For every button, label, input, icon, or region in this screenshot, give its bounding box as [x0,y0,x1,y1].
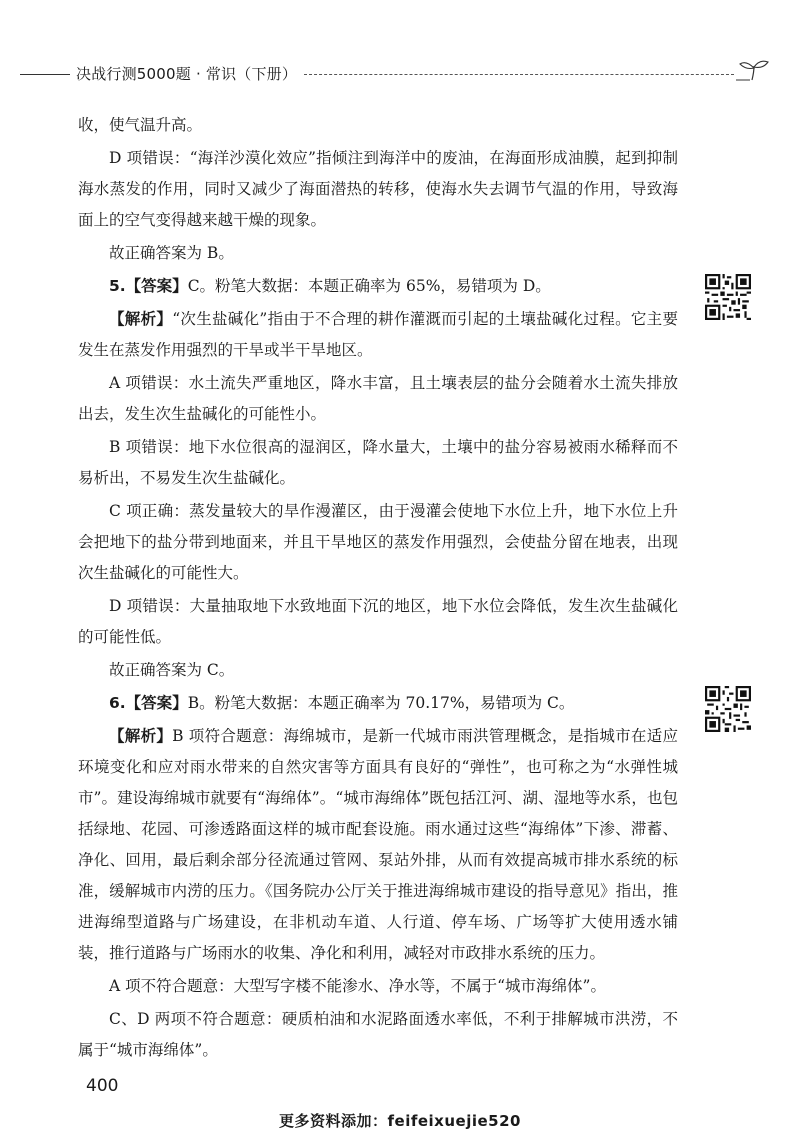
answer-label: 6.【答案】 [109,694,188,712]
header-rule-right [304,74,734,75]
answer-explanation-text [78,110,678,1068]
qr-code-icon[interactable] [705,274,751,320]
answer-6-line: 6.【答案】B。粉笔大数据：本题正确率为 70.17%，易错项为 C。 [109,694,575,712]
analysis-label: 【解析】 [109,310,173,328]
paragraph: B 项错误：地下水位很高的湿润区，降水量大，土壤中的盐分容易被雨水稀释而不易析出，不易发生次生盐碱化。 [78,438,678,487]
paragraph: A 项不符合题意：大型写字楼不能渗水、净水等，不属于“城市海绵体”。 [109,977,606,995]
paragraph: C 项正确：蒸发量较大的旱作漫灌区，由于漫灌会使地下水位上升，地下水位上升会把地下的盐分带到地面来，并且干旱地区的蒸发作用强烈，会使盐分留在地表，出现次生盐碱化的可能性大。 [78,502,678,582]
analysis-label: 【解析】 [109,727,173,745]
watermark-text: 更多资料添加：feifeixuejie520 [279,1112,521,1130]
paragraph: D 项错误：大量抽取地下水致地面下沉的地区，地下水位会降低，发生次生盐碱化的可能性低。 [78,597,678,646]
analysis-5-paragraph: 【解析】“次生盐碱化”指由于不合理的耕作灌溉而引起的土壤盐碱化过程。它主要发生在蒸发作用强烈的干旱或半干旱地区。 [78,310,678,359]
page-number: 400 [86,1076,119,1096]
qr-code-icon[interactable] [705,686,751,732]
paragraph: C、D 两项不符合题意：硬质柏油和水泥路面透水率低，不利于排解城市洪涝，不属于“城市海绵体”。 [78,1010,678,1059]
header-rule-left [20,74,70,75]
paragraph: D 项错误：“海洋沙漠化效应”指倾注到海洋中的废油，在海面形成油膜，起到抑制海水蒸发的作用，同时又减少了海面潜热的转移，使海水失去调节气温的作用，导致海面上的空气变得越来越干燥的现象。 [78,149,678,229]
sprout-icon [732,58,772,86]
paragraph: 收，使气温升高。 [78,116,203,134]
paragraph: A 项错误：水土流失严重地区，降水丰富，且土壤表层的盐分会随着水土流失排放出去，发生次生盐碱化的可能性小。 [78,374,678,423]
book-title: 决战行测5000题 · 常识（下册） [76,65,298,83]
answer-5-line: 5.【答案】C。粉笔大数据：本题正确率为 65%，易错项为 D。 [109,277,551,295]
answer-label: 5.【答案】 [109,277,188,295]
analysis-6-paragraph: 【解析】B 项符合题意：海绵城市，是新一代城市雨洪管理概念，是指城市在适应环境变化和应对雨水带来的自然灾害等方面具有良好的“弹性”，也可称之为“水弹性城市”。建设海绵城市就要有“海绵体”。“城市海绵体”既包括江河、湖、湿地等水系，也包括绿地、花园、可渗透路面这样的城市配套设施。雨水通过这些“海绵体”下渗、滞蓄、净化、回用，最后剩余部分径流通过管网、泵站外排，从而有效提高城市排水系统的标准，缓解城市内涝的压力。《国务院办公厅关于推进海绵城市建设的指导意见》指出，推进海绵型道路与广场建设，在非机动车道、人行道、停车场、广场等扩大使用透水铺装，推行道路与广场雨水的收集、净化和利用，减轻对市政排水系统的压力。 [78,727,678,962]
paragraph: 故正确答案为 C。 [109,661,235,679]
page-header [20,58,760,88]
paragraph: 故正确答案为 B。 [109,244,234,262]
